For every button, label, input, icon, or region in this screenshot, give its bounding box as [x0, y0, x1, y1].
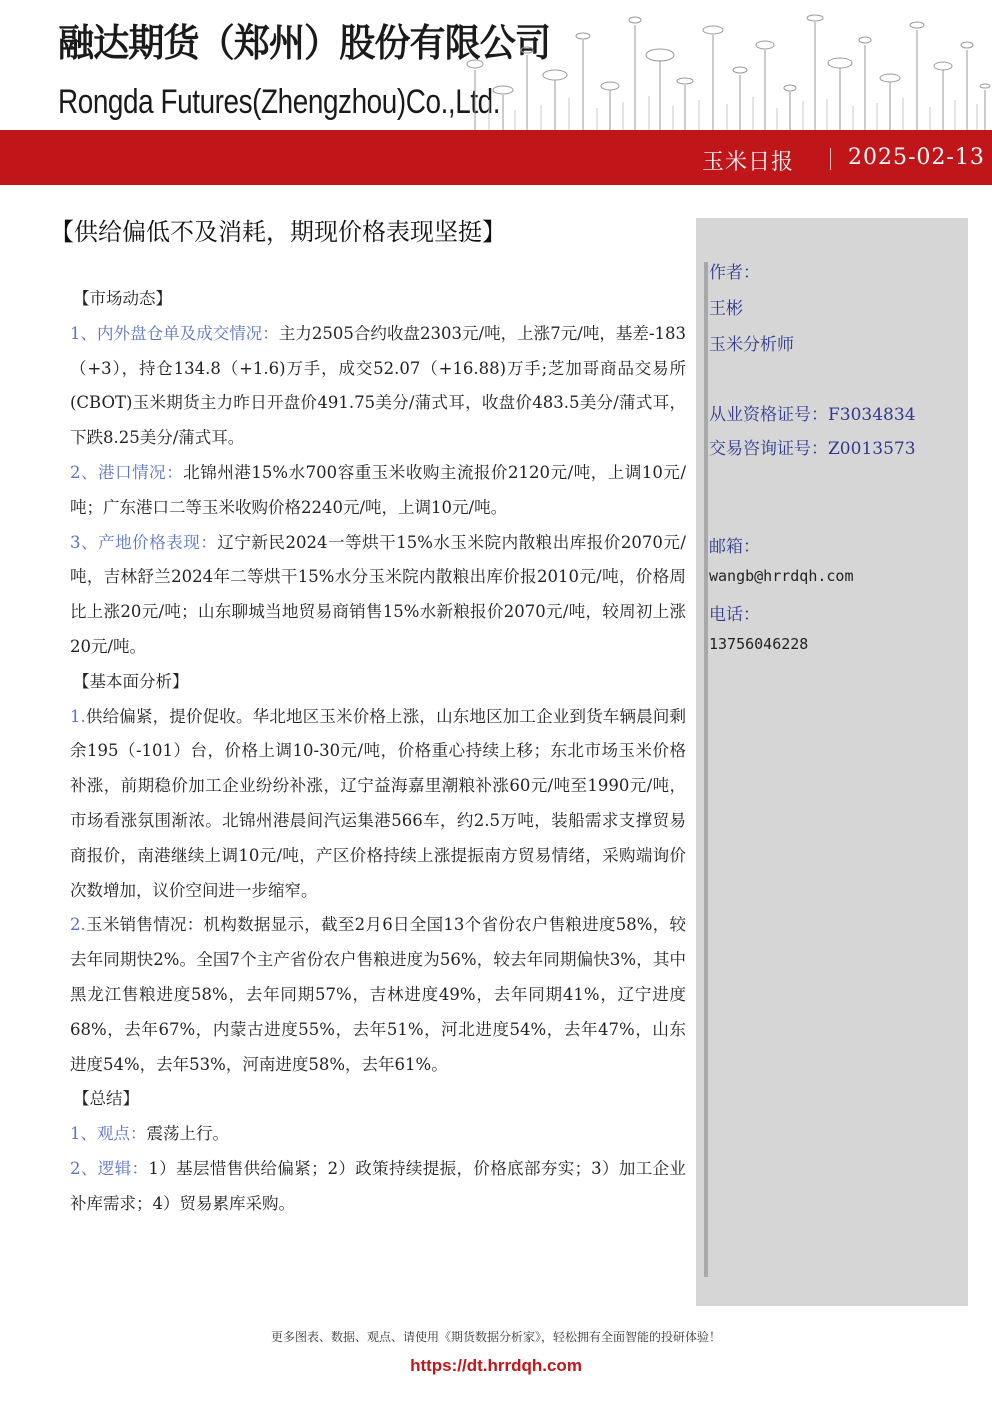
email-value: wangb@hrrdqh.com — [709, 567, 854, 585]
phone-value: 13756046228 — [709, 635, 809, 653]
author-title: 玉米分析师 — [709, 335, 794, 355]
section-title-market: 【市场动态】 — [73, 289, 172, 308]
item-text: 主力2505合约收盘2303元/吨，上涨7元/吨，基差-183（+3），持仓134.8（+1.6)万手，成交52.07（+16.88)万手;芝加哥商品交易所(CBOT)玉米期货主力昨日开盘价491.75美分/蒲式耳，收盘价483.5美分/蒲式耳，下跌8.25美分/蒲式耳。 — [70, 323, 687, 448]
item-label: 1、观点： — [70, 1124, 147, 1144]
paragraph-market-3 — [70, 526, 686, 665]
item-label: 2、逻辑： — [70, 1158, 149, 1178]
paragraph-summary-2 — [70, 1152, 686, 1222]
report-body — [70, 282, 686, 1222]
paragraph-market-1 — [70, 317, 686, 456]
header-separator — [830, 148, 831, 170]
practice-license: 从业资格证号：F3034834 — [709, 405, 916, 425]
header-band — [0, 130, 992, 185]
email-label: 邮箱： — [709, 537, 760, 557]
item-text: 供给偏紧，提价促收。华北地区玉米价格上涨，山东地区加工企业到货车辆晨间剩余195（-101）台，价格上调10-30元/吨，价格重心持续上移；东北市场玉米价格补涨，前期稳价加工企业纷纷补涨，辽宁益海嘉里潮粮补涨60元/吨至1990元/吨，市场看涨氛围渐浓。北锦州港晨间汽运集港566车，约2.5万吨，装船需求支撑贸易商报价，南港继续上调10元/吨，产区价格持续上涨提振南方贸易情绪，采购端询价次数增加，议价空间进一步缩窄。 — [70, 706, 686, 900]
company-name-cn: 融达期货（郑州）股份有限公司 — [58, 21, 551, 65]
footer-link[interactable]: https://dt.hrrdqh.com — [410, 1356, 582, 1375]
item-text: 1）基层惜售供给偏紧；2）政策持续提振，价格底部夯实；3）加工企业补库需求；4）贸易累库采购。 — [70, 1158, 686, 1213]
paragraph-fundamental-2 — [70, 908, 686, 1082]
item-text: 震荡上行。 — [146, 1124, 229, 1144]
sidebar-accent-bar — [704, 262, 708, 1277]
item-label: 2. — [70, 915, 86, 935]
item-label: 3、产地价格表现： — [70, 532, 218, 552]
item-text: 玉米销售情况：机构数据显示，截至2月6日全国13个省份农户售粮进度58%，较去年同期快2%。全国7个主产省份农户售粮进度为56%，较去年同期偏快3%，其中黑龙江售粮进度58%，去年同期57%，吉林进度49%，去年同期41%，辽宁进度68%，去年67%，内蒙古进度55%，去年51%，河北进度54%，去年47%，山东进度54%，去年53%，河南进度58%，去年61%。 — [70, 915, 686, 1074]
report-date: 2025-02-13 — [848, 145, 985, 170]
paragraph-fundamental-1 — [70, 700, 686, 909]
item-label: 1、内外盘仓单及成交情况： — [70, 323, 279, 343]
report-type: 玉米日报 — [701, 150, 794, 175]
paragraph-summary-1 — [70, 1117, 686, 1152]
item-label: 1. — [70, 706, 86, 726]
item-label: 2、港口情况： — [70, 462, 184, 482]
paragraph-market-2 — [70, 456, 686, 526]
report-headline: 【供给偏低不及消耗，期现价格表现坚挺】 — [50, 218, 506, 246]
author-name: 王彬 — [709, 299, 743, 319]
consult-license: 交易咨询证号：Z0013573 — [709, 439, 916, 459]
section-title-fundamental: 【基本面分析】 — [73, 671, 189, 691]
item-text: 辽宁新民2024一等烘干15%水玉米院内散粮出库报价2070元/吨，吉林舒兰2024年二等烘干15%水分玉米院内散粮出库价报2010元/吨，价格周比上涨20元/吨；山东聊城当地贸易商销售15%水新粮报价2070元/吨，较周初上涨20元/吨。 — [70, 532, 686, 656]
author-sidebar — [696, 218, 968, 1306]
author-label: 作者： — [709, 263, 760, 283]
footer-note: 更多图表、数据、观点、请使用《期货数据分析家》，轻松拥有全面智能的投研体验！ — [270, 1330, 721, 1344]
section-title-summary: 【总结】 — [73, 1089, 139, 1109]
decorative-lamps-graphic — [455, 0, 992, 130]
phone-label: 电话： — [709, 605, 760, 625]
company-name-en: Rongda Futures(Zhengzhou)Co.,Ltd. — [58, 83, 501, 121]
item-text: 北锦州港15%水700容重玉米收购主流报价2120元/吨，上调10元/吨；广东港口二等玉米收购价格2240元/吨，上调10元/吨。 — [70, 462, 686, 517]
